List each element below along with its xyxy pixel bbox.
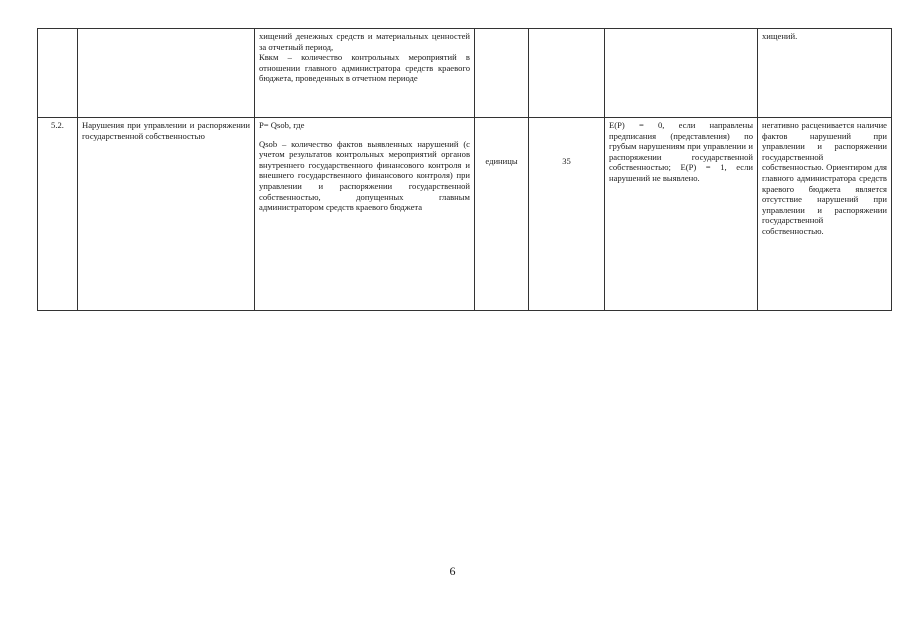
evaluation-cell: E(P) = 0, если направлены предписания (представления) по грубым нарушениям при управлении и распоряжении государственной собственностью; E(P) = 1, если нарушений не выявлено. [605,118,758,311]
table-row [38,118,892,311]
row-number-cell [38,29,78,118]
comment-cell: хищений. [758,29,892,118]
indicator-name-cell: Нарушения при управлении и распоряжении государственной собственностью [78,118,255,311]
formula-text: P= Qsob, где [259,120,305,130]
unit-cell: единицы [475,118,529,311]
comment-cell: негативно расценивается наличие фактов нарушений при управлении и распоряжении государственной собственностью. Ориентиром для главного администратора средств краевого бюджета является отсутствие нарушений при управлении и распоряжении государственной собственностью. [758,118,892,311]
value-cell: 35 [529,118,605,311]
page-number: 6 [449,564,456,578]
formula-text: Квкм – количество контрольных мероприятий в отношении главного администратора средств краевого бюджета, проведенных в отчетном периоде [259,52,470,84]
table-row [38,29,892,118]
row-number-cell: 5.2. [38,118,78,311]
indicators-table [37,28,892,311]
value-cell [529,29,605,118]
indicator-name-cell [78,29,255,118]
formula-cell [255,29,475,118]
formula-text: хищений денежных средств и материальных ценностей за отчетный период, [259,31,470,52]
formula-text: Qsob – количество фактов выявленных нарушений (с учетом результатов контрольных мероприятий органов внутреннего государственного финансового контроля и внешнего государственного финансового контроля) при управлении и распоряжении государственной собственностью, допущенных главным администратором средств краевого бюджета [259,138,470,213]
formula-cell [255,118,475,311]
unit-cell [475,29,529,118]
evaluation-cell [605,29,758,118]
